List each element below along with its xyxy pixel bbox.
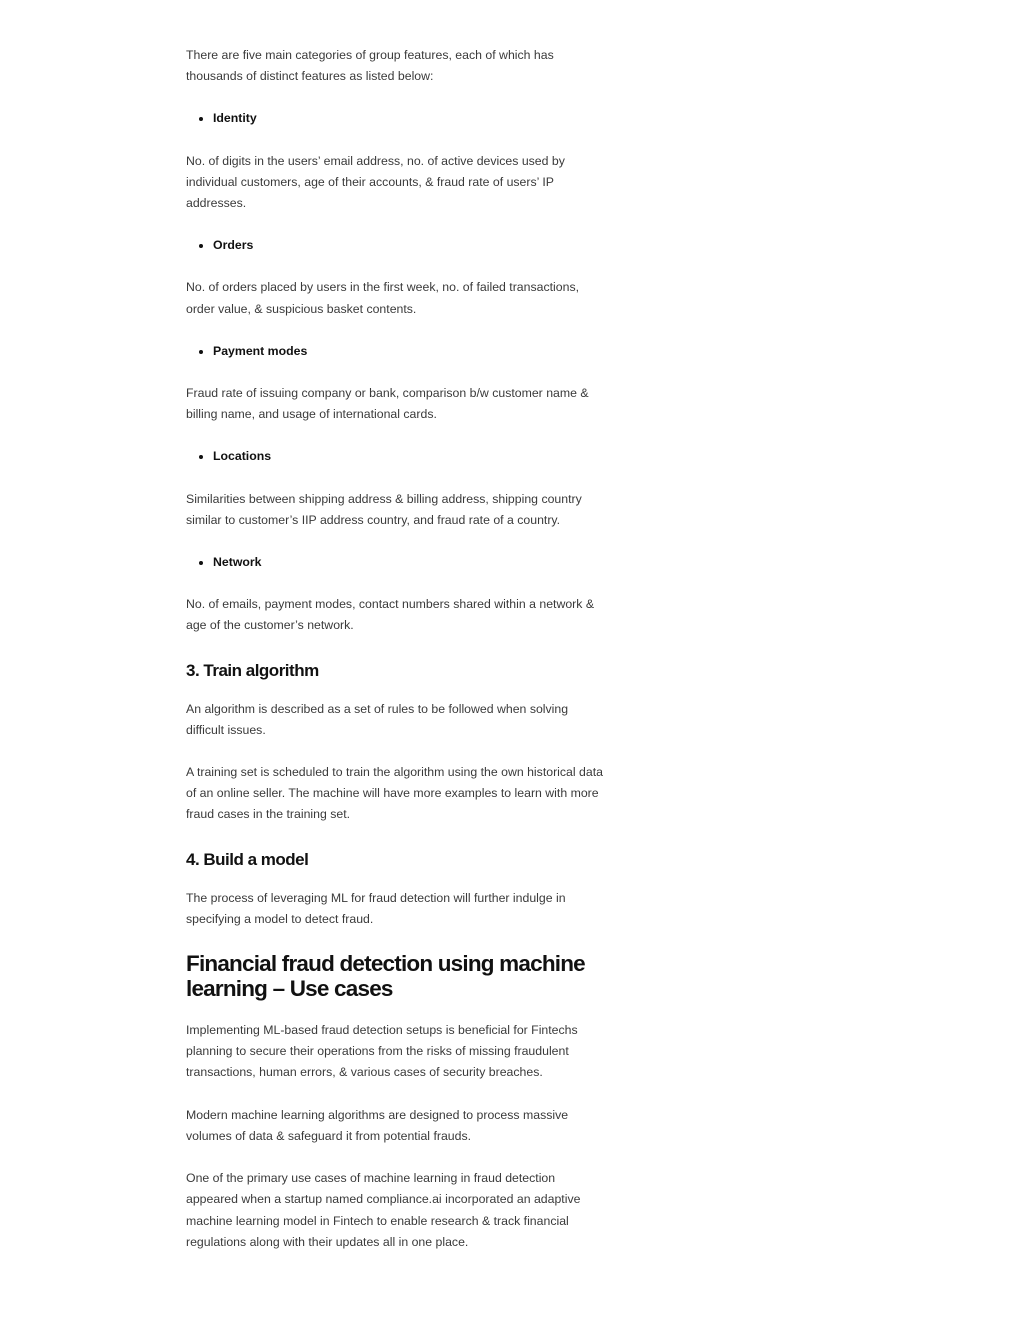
intro-paragraph: There are five main categories of group features, each of which has thousands of distinct features as listed below: <box>186 48 554 84</box>
category-text-locations: Similarities between shipping address & billing address, shipping country similar to customer’s IIP address country, and fraud rate of a country. <box>186 491 582 527</box>
category-text-orders: No. of orders placed by users in the first week, no. of failed transactions, order value, & suspicious basket contents. <box>186 280 580 316</box>
train-algorithm-paragraph-2: A training set is scheduled to train the algorithm using the own historical data of an online seller. The machine will have more examples to learn with more fraud cases in the training set. <box>186 765 603 822</box>
category-text-identity: No. of digits in the users’ email address, no. of active devices used by individual customers, age of their accounts, & fraud rate of users’ IP addresses. <box>186 153 565 211</box>
category-list-locations <box>186 446 608 467</box>
train-algorithm-paragraph-1: An algorithm is described as a set of rules to be followed when solving difficult issues. <box>186 701 569 737</box>
category-list-network <box>186 552 608 573</box>
category-title-orders: • Orders <box>213 235 608 256</box>
use-cases-paragraph-1: Implementing ML-based fraud detection setups is beneficial for Fintechs planning to secure their operations from the risks of missing fraudulent transactions, human errors, & various cases of security breaches. <box>186 1023 578 1080</box>
category-title-locations: • Locations <box>213 446 608 467</box>
section-heading-train-algorithm: 3. Train algorithm <box>186 660 319 680</box>
category-text-payment-modes: Fraud rate of issuing company or bank, comparison b/w customer name & billing name, and usage of international cards. <box>186 386 589 422</box>
build-model-paragraph: The process of leveraging ML for fraud detection will further indulge in specifying a model to detect fraud. <box>186 890 566 926</box>
use-cases-heading: Financial fraud detection using machine learning – Use cases <box>186 951 585 1002</box>
section-heading-build-model: 4. Build a model <box>186 849 309 869</box>
category-title-payment-modes: • Payment modes <box>213 341 608 362</box>
category-title-identity: • Identity <box>213 108 608 129</box>
category-list-payment-modes <box>186 341 608 362</box>
category-list-orders <box>186 235 608 256</box>
use-cases-paragraph-2: Modern machine learning algorithms are designed to process massive volumes of data & safeguard it from potential frauds. <box>186 1107 569 1143</box>
category-list-identity <box>186 108 608 129</box>
category-title-network: • Network <box>213 552 608 573</box>
article-body <box>186 45 608 1274</box>
category-text-network: No. of emails, payment modes, contact numbers shared within a network & age of the customer’s network. <box>186 597 595 633</box>
use-cases-paragraph-3: One of the primary use cases of machine learning in fraud detection appeared when a startup named compliance.ai incorporated an adaptive machine learning model in Fintech to enable research & track financial regulations along with their updates all in one place. <box>186 1171 581 1249</box>
